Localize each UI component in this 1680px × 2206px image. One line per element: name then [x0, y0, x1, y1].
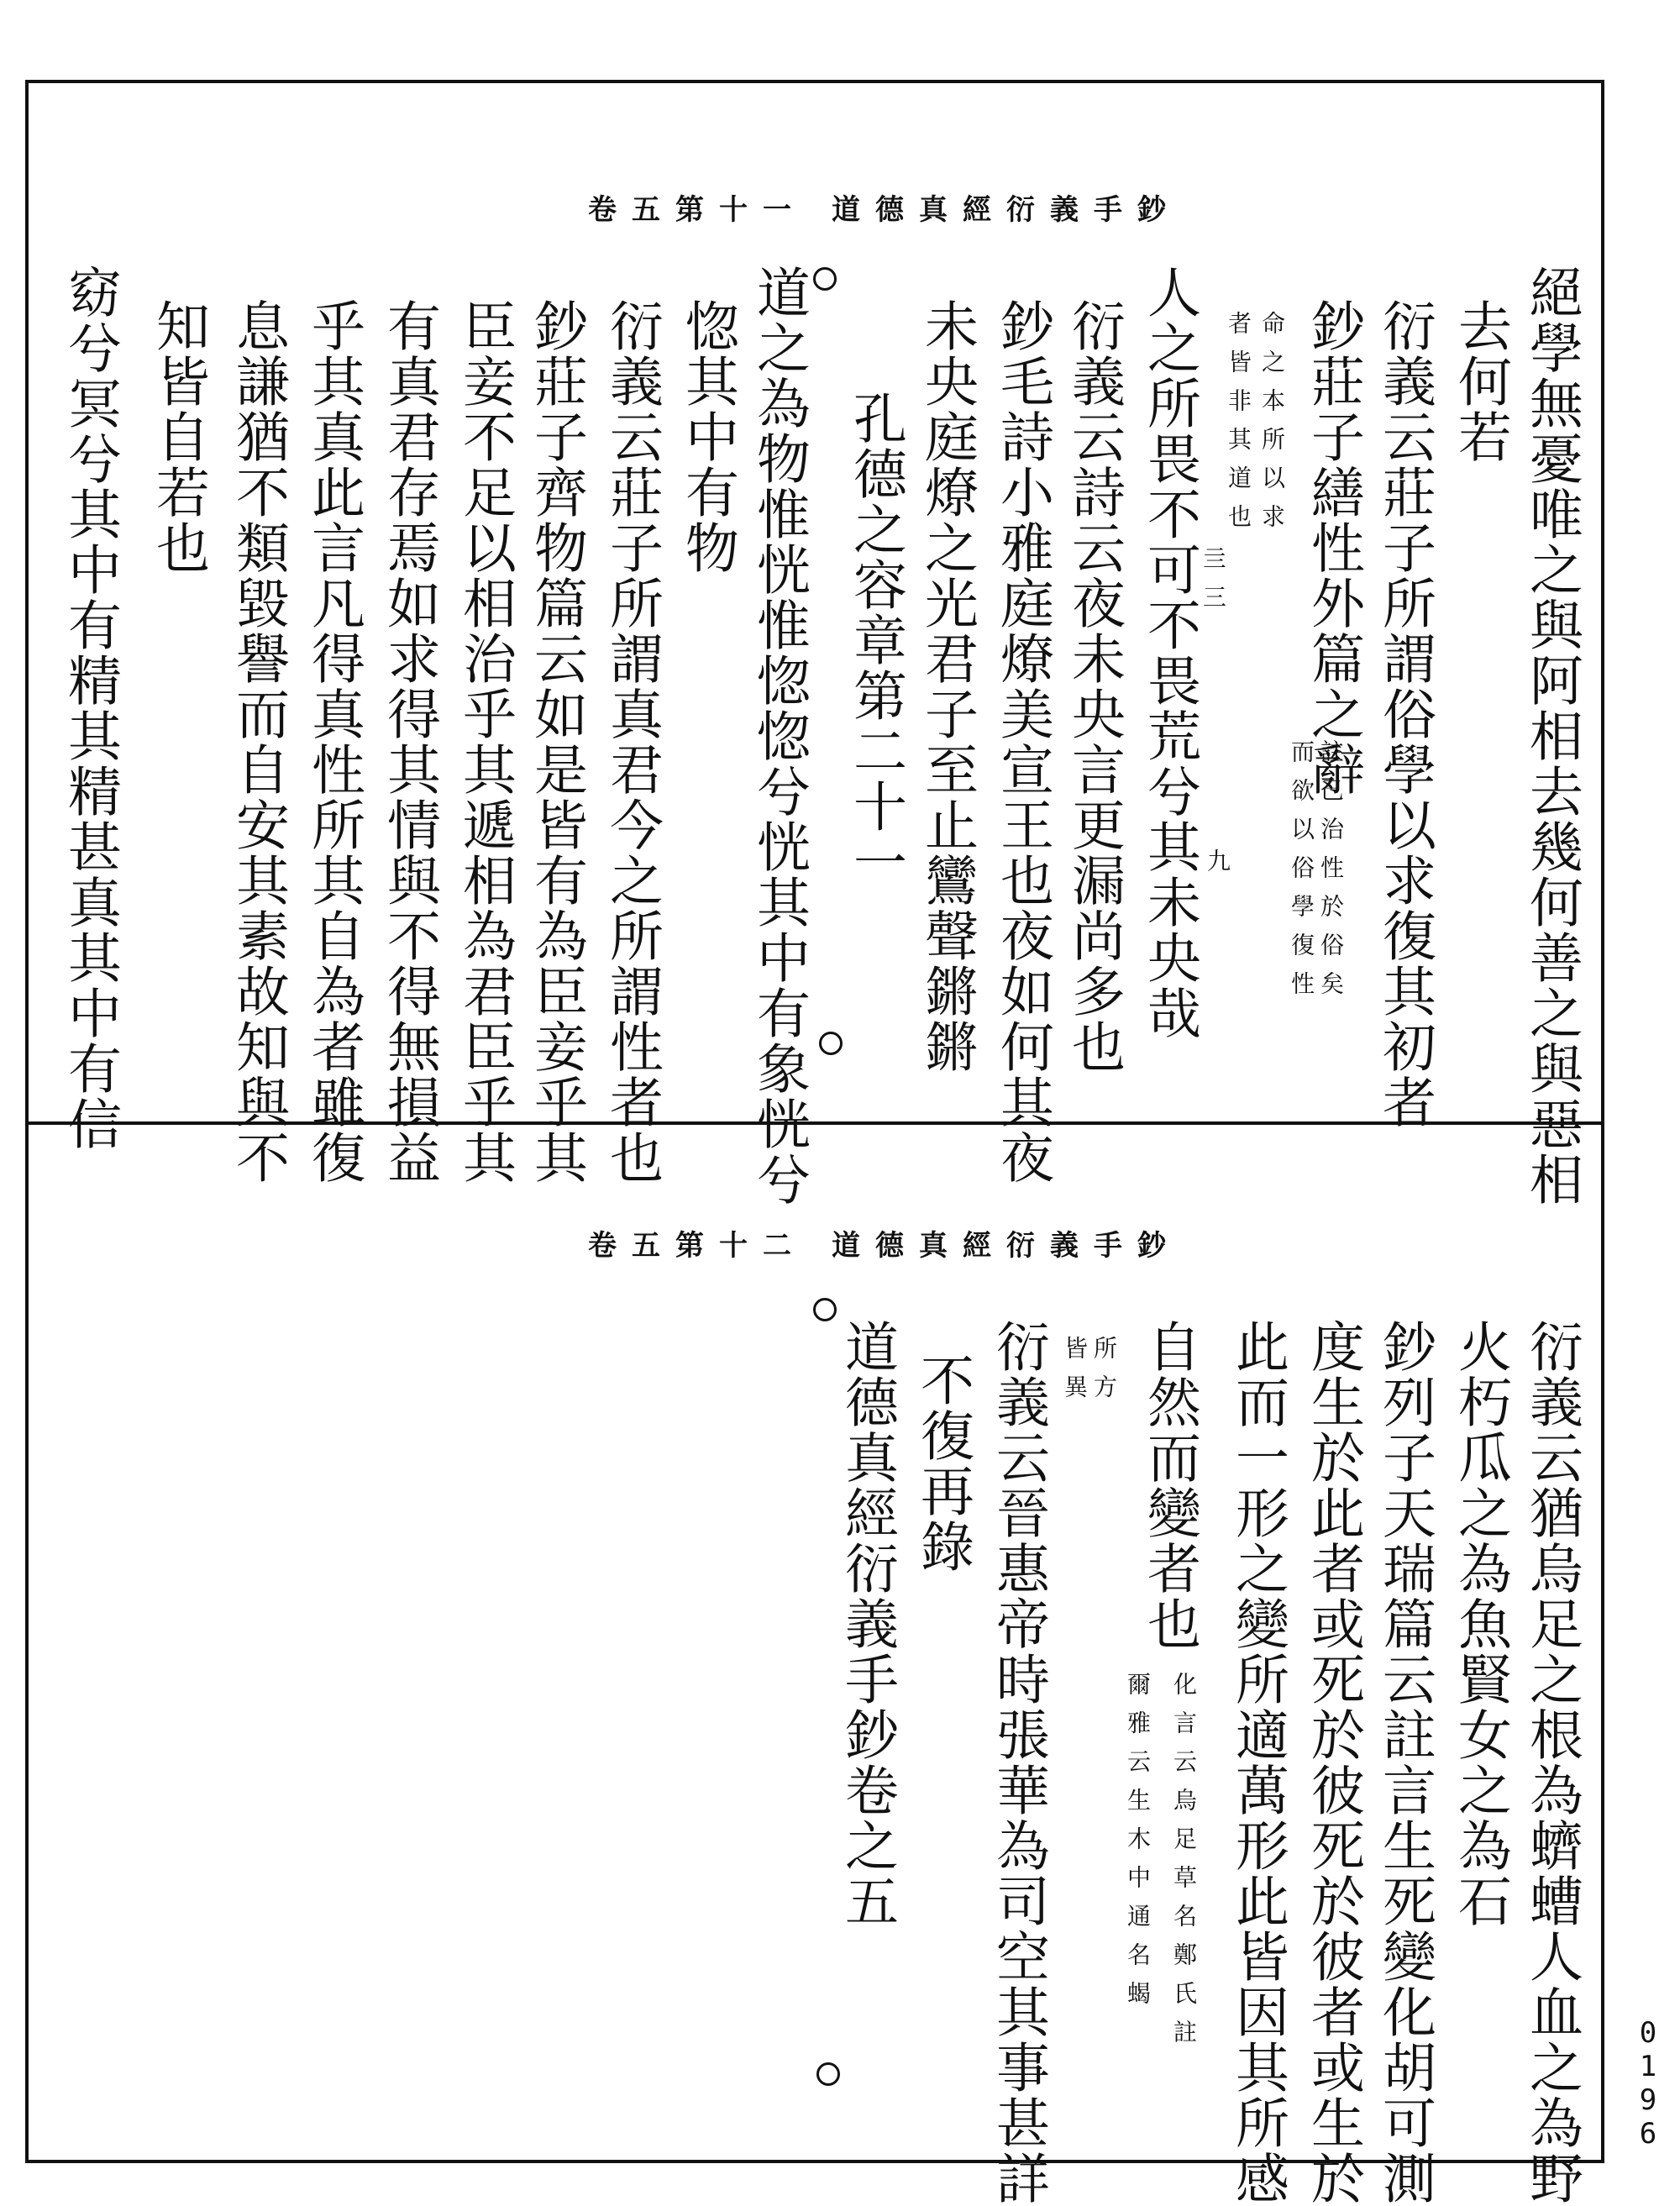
top-header-title: 道德真經衍義手鈔: [832, 193, 1181, 227]
text-column: 惚其中有物: [676, 298, 738, 575]
text-column: 臣妾不足以相治乎其遞相為君臣乎其: [454, 298, 516, 1185]
text-column: 道德真經衍義手鈔卷之五: [836, 1319, 898, 1929]
text-column: 衍義云莊子所謂真君今之所謂性者也: [601, 298, 663, 1185]
annotation-note: 九: [1204, 848, 1231, 887]
annotation-note: 所方: [1090, 1336, 1118, 1413]
text-column: 衍義云莊子所謂俗學以求復其初者: [1373, 298, 1436, 1130]
bottom-header-title: 道德真經衍義手鈔: [832, 1229, 1181, 1263]
text-column: 此而一形之變所適萬形此皆因其所感: [1226, 1319, 1289, 2206]
text-column: 絕學無憂唯之與阿相去幾何善之與惡相: [1520, 265, 1583, 1207]
text-column: 鈔列子天瑞篇云註言生死變化胡可測: [1373, 1319, 1436, 2206]
annotation-note: 皆異: [1061, 1336, 1089, 1413]
annotation-note: 者皆非其道也: [1225, 311, 1252, 543]
text-column: 自然而變者也: [1138, 1319, 1200, 1652]
bottom-header-volume: 卷五第十二: [588, 1229, 806, 1263]
text-column: 去何若: [1449, 298, 1511, 465]
annotation-note: 亖三: [1200, 546, 1227, 623]
page-number: 0196: [1631, 2016, 1665, 2151]
text-column: 未央庭燎之光君子至止鸞聲鏘鏘: [916, 298, 978, 1074]
text-column: 息謙猶不類毀譽而自安其素故知與不: [227, 298, 289, 1185]
circle-marker: [819, 1032, 843, 1055]
circle-marker: [813, 267, 837, 291]
circle-marker: [813, 1298, 837, 1321]
text-column: 人之所畏不可不畏荒兮其未央哉: [1138, 265, 1200, 1041]
annotation-note: 註己治性於俗矣: [1317, 739, 1345, 1010]
text-column: 孔德之容章第二十一: [844, 391, 906, 890]
annotation-note: 爾雅云生木中通名蝎: [1124, 1672, 1152, 2020]
text-column: 度生於此者或死於彼死於彼者或生於: [1302, 1319, 1364, 2206]
text-column: 衍義云詩云夜未央言更漏尚多也: [1063, 298, 1125, 1074]
text-column: 火朽瓜之為魚賢女之為石: [1449, 1319, 1511, 1929]
text-column: 知皆自若也: [147, 298, 209, 575]
text-column: 乎其真此言凡得真性所其自為者雖復: [302, 298, 365, 1185]
text-column: 衍義云猶烏足之根為蠐螬人血之為野: [1520, 1319, 1583, 2206]
text-column: 鈔莊子繕性外篇之辭: [1302, 298, 1364, 797]
text-column: 不復再錄: [911, 1352, 974, 1574]
circle-marker: [816, 2062, 840, 2086]
annotation-note: 而欲以俗學復性: [1288, 739, 1315, 1010]
text-column: 道之為物惟恍惟惚惚兮恍其中有象恍兮: [748, 265, 810, 1207]
text-column: 窈兮冥兮其中有精其精甚真其中有信: [59, 265, 121, 1152]
annotation-note: 化言云烏足草名鄭氏註: [1170, 1672, 1198, 2058]
text-column: 衍義云晉惠帝時張華為司空其事甚詳: [987, 1319, 1049, 2206]
top-header-volume: 卷五第十一: [588, 193, 806, 227]
text-column: 鈔毛詩小雅庭燎美宣王也夜如何其夜: [991, 298, 1053, 1185]
annotation-note: 命之本所以求: [1258, 311, 1286, 543]
text-column: 鈔莊子齊物篇云如是皆有為臣妾乎其: [525, 298, 587, 1185]
text-column: 有真君存焉如求得其情與不得無損益: [378, 298, 440, 1185]
